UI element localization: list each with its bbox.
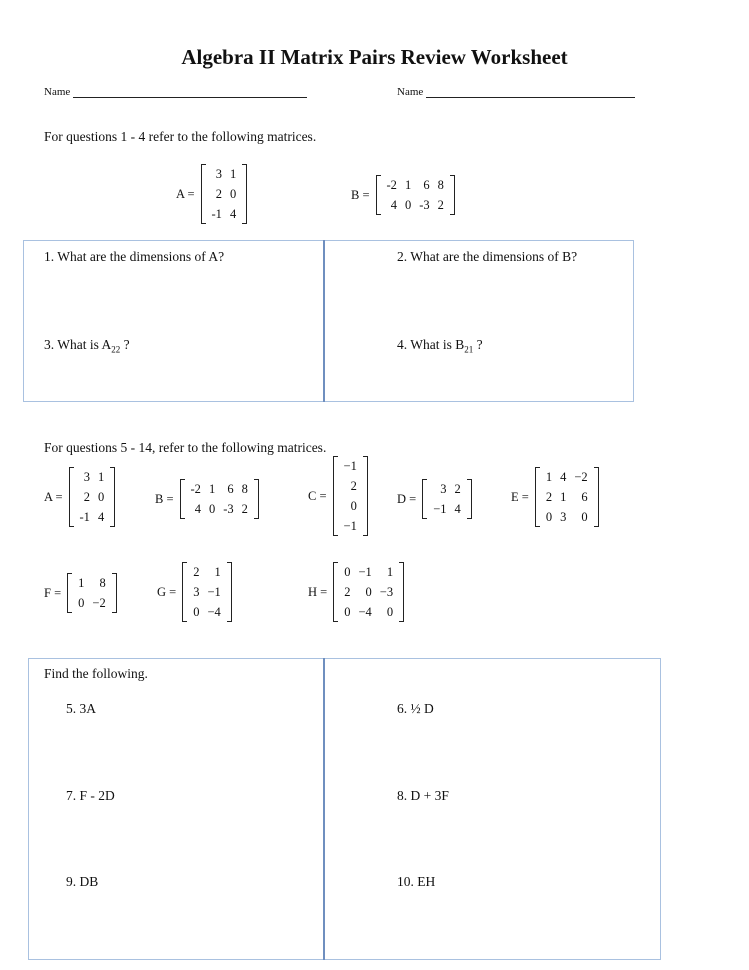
matrix-d-cell: −1 [433, 502, 447, 516]
matrix-a-top-cell: 3 [215, 167, 222, 181]
matrix-e-cell: 0 [581, 510, 588, 524]
matrix-a-top-cell: 1 [229, 167, 237, 181]
matrix-a-cell: 3 [83, 470, 90, 484]
matrix-c-cell: −1 [343, 459, 357, 473]
matrix-b-cell: 1 [208, 482, 216, 496]
matrix-h-cell: −4 [358, 605, 372, 619]
matrix-e-cell: 1 [560, 490, 567, 504]
matrix-c-cell: 0 [350, 499, 357, 513]
matrix-g-cell: −4 [207, 605, 221, 619]
matrix-g-cell: 0 [193, 605, 200, 619]
matrix-b-top-cell: 4 [390, 198, 397, 212]
matrix-c-cell: −1 [343, 519, 357, 533]
matrix-h-cell: 0 [344, 565, 351, 579]
matrix-a-cell: 0 [97, 490, 105, 504]
problem-5: 5. 3A [66, 701, 96, 716]
matrix-b-cell: 0 [208, 502, 216, 516]
section2-instruction: For questions 5 - 14, refer to the following matrices. [44, 440, 327, 455]
name-label-left: Name [44, 86, 71, 98]
matrix-d-cell: 2 [454, 482, 461, 496]
question-3-tail: ? [120, 337, 130, 352]
matrix-a-cell: -1 [79, 510, 90, 524]
matrix-e [511, 467, 599, 527]
name-label-right: Name [397, 86, 424, 98]
matrix-e-cell: 0 [545, 510, 553, 524]
matrix-a-cell: 4 [97, 510, 105, 524]
matrix-d-cell: 4 [454, 502, 461, 516]
matrix-b-cell: -3 [223, 502, 234, 516]
question-3-text: 3. What is A [44, 337, 112, 352]
problem-10: 10. EH [397, 874, 436, 889]
problem-9: 9. DB [66, 874, 99, 889]
matrix-f-bracket [67, 573, 117, 613]
matrix-h-cell: 0 [386, 605, 394, 619]
matrix-h-cell: 2 [344, 585, 351, 599]
name-line-right[interactable] [426, 97, 635, 98]
question-3 [44, 337, 130, 355]
matrix-b [155, 479, 259, 519]
matrix-c-label: C = [308, 488, 327, 503]
matrix-a-top-cell: -1 [211, 207, 222, 221]
matrix-b-top-cell: -3 [419, 198, 430, 212]
matrix-b-top [351, 175, 455, 215]
matrix-g-bracket [182, 562, 232, 622]
matrix-e-cell: 3 [560, 510, 567, 524]
matrix-b-cell: -2 [190, 482, 201, 496]
matrix-f-cell: 8 [99, 576, 106, 590]
matrix-f-cell: 0 [78, 596, 85, 610]
matrix-b-top-cell: 2 [437, 198, 444, 212]
matrix-c [308, 456, 368, 536]
matrix-e-cell: 2 [545, 490, 553, 504]
matrix-h-cell: −1 [358, 565, 372, 579]
matrix-e-cell: −2 [574, 470, 588, 484]
matrix-b-top-cell: -2 [386, 178, 397, 192]
matrix-f-cell: −2 [92, 596, 106, 610]
matrix-a-bracket [69, 467, 116, 527]
matrix-h-label: H = [308, 584, 328, 599]
matrix-a-cell: 2 [83, 490, 90, 504]
matrix-c-bracket [333, 456, 368, 536]
matrix-b-bracket [180, 479, 259, 519]
matrix-b-cell: 4 [194, 502, 201, 516]
matrix-g-cell: 2 [193, 565, 200, 579]
matrix-b-label: B = [155, 491, 174, 506]
matrix-g-cell: 1 [214, 565, 221, 579]
matrix-f [44, 573, 117, 613]
matrix-g-cell: 3 [193, 585, 200, 599]
matrix-a-top-label: A = [176, 186, 195, 201]
problems-divider [323, 658, 325, 960]
matrix-a-top-cell: 0 [229, 187, 237, 201]
matrix-b-cell: 6 [227, 482, 234, 496]
matrix-b-cell: 2 [241, 502, 248, 516]
matrix-a-label: A = [44, 489, 63, 504]
matrix-g-cell: −1 [207, 585, 221, 599]
matrix-a-top [176, 164, 247, 224]
matrix-f-label: F = [44, 585, 62, 600]
problem-7: 7. F - 2D [66, 788, 115, 803]
question-1: 1. What are the dimensions of A? [44, 249, 225, 264]
matrix-b-top-cell: 6 [423, 178, 430, 192]
matrix-a-top-bracket [201, 164, 248, 224]
matrix-h-cell: 1 [386, 565, 394, 579]
matrix-d-cell: 3 [440, 482, 447, 496]
matrix-b-top-cell: 8 [437, 178, 444, 192]
matrix-h-cell: 0 [344, 605, 351, 619]
questions-1-4-divider [323, 240, 325, 402]
matrix-b-top-cell: 1 [404, 178, 412, 192]
matrix-f-cell: 1 [78, 576, 85, 590]
matrix-h-cell: 0 [365, 585, 372, 599]
question-4-text: 4. What is B [397, 337, 465, 352]
matrix-e-cell: 6 [581, 490, 588, 504]
matrix-h [308, 562, 404, 622]
matrix-b-top-cell: 0 [404, 198, 412, 212]
matrix-a [44, 467, 115, 527]
matrix-a-top-cell: 4 [229, 207, 237, 221]
find-heading: Find the following. [44, 666, 148, 681]
question-4-subscript: 21 [464, 344, 474, 355]
section1-instruction: For questions 1 - 4 refer to the following matrices. [44, 129, 317, 144]
matrix-d-bracket [422, 479, 472, 519]
question-2: 2. What are the dimensions of B? [397, 249, 578, 264]
matrix-h-cell: −3 [379, 585, 394, 599]
matrix-e-bracket [535, 467, 599, 527]
matrix-b-cell: 8 [241, 482, 248, 496]
matrix-g [157, 562, 232, 622]
matrix-b-top-bracket [376, 175, 455, 215]
problem-8: 8. D + 3F [397, 788, 449, 803]
matrix-c-cell: 2 [350, 479, 357, 493]
matrix-e-label: E = [511, 489, 529, 504]
matrix-b-top-label: B = [351, 187, 370, 202]
name-line-left[interactable] [73, 97, 307, 98]
matrix-h-bracket [333, 562, 404, 622]
matrix-d-label: D = [397, 491, 417, 506]
problem-6: 6. ½ D [397, 701, 434, 716]
question-4-tail: ? [473, 337, 483, 352]
matrix-a-top-cell: 2 [215, 187, 222, 201]
question-3-subscript: 22 [111, 344, 121, 355]
matrix-d [397, 479, 472, 519]
matrix-e-cell: 1 [545, 470, 553, 484]
matrix-e-cell: 4 [560, 470, 567, 484]
matrix-g-label: G = [157, 584, 177, 599]
question-4 [397, 337, 483, 355]
worksheet-title: Algebra II Matrix Pairs Review Worksheet [181, 45, 568, 69]
matrix-a-cell: 1 [97, 470, 105, 484]
problems-box [28, 658, 661, 960]
